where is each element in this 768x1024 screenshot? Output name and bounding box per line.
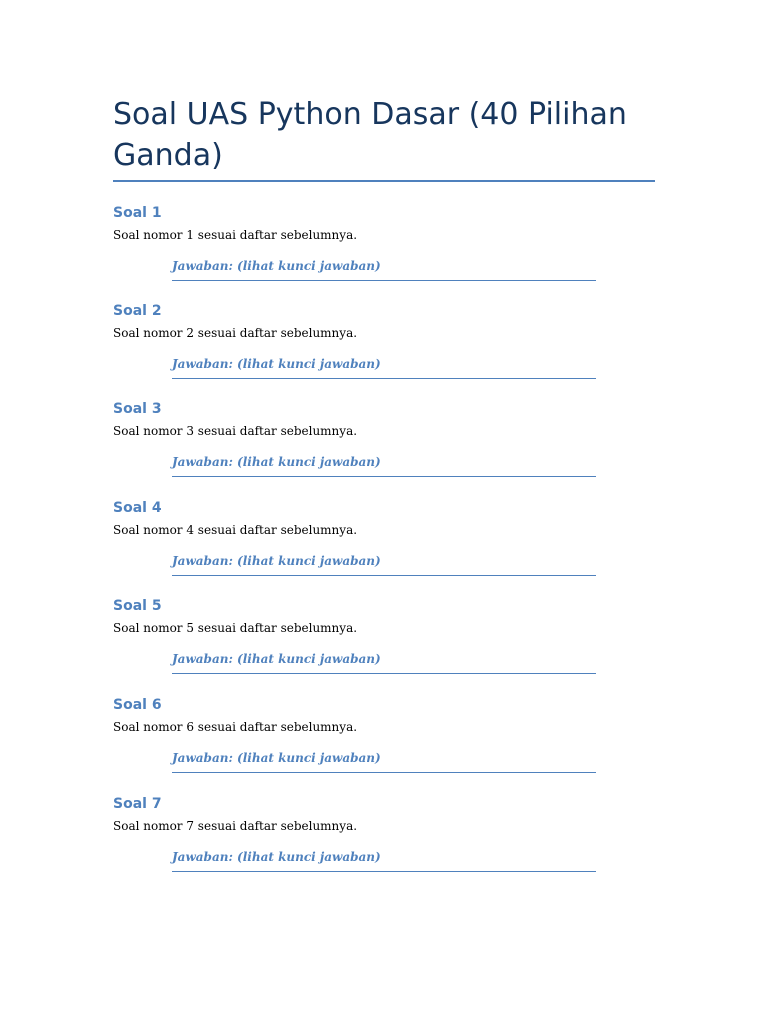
question-heading: Soal 1 xyxy=(113,205,162,221)
answer-text: Jawaban: (lihat kunci jawaban) xyxy=(172,751,381,765)
answer-line xyxy=(172,849,596,872)
title-underline xyxy=(113,180,655,182)
question-text: Soal nomor 1 sesuai daftar sebelumnya. xyxy=(113,228,358,242)
question-heading: Soal 7 xyxy=(113,796,162,812)
question-heading: Soal 4 xyxy=(113,500,162,516)
answer-line xyxy=(172,553,596,576)
question-text: Soal nomor 7 sesuai daftar sebelumnya. xyxy=(113,819,358,833)
question-block xyxy=(113,794,633,884)
question-text: Soal nomor 4 sesuai daftar sebelumnya. xyxy=(113,523,358,537)
question-heading: Soal 6 xyxy=(113,697,162,713)
question-heading: Soal 3 xyxy=(113,401,162,417)
question-text: Soal nomor 3 sesuai daftar sebelumnya. xyxy=(113,424,358,438)
answer-line xyxy=(172,258,596,281)
answer-text: Jawaban: (lihat kunci jawaban) xyxy=(172,259,381,273)
answer-text: Jawaban: (lihat kunci jawaban) xyxy=(172,357,381,371)
answer-line xyxy=(172,454,596,477)
question-block xyxy=(113,498,633,588)
answer-line xyxy=(172,651,596,674)
answer-text: Jawaban: (lihat kunci jawaban) xyxy=(172,455,381,469)
question-text: Soal nomor 6 sesuai daftar sebelumnya. xyxy=(113,720,358,734)
question-block xyxy=(113,695,633,785)
question-block xyxy=(113,596,633,686)
question-block xyxy=(113,399,633,489)
question-heading: Soal 5 xyxy=(113,598,162,614)
answer-text: Jawaban: (lihat kunci jawaban) xyxy=(172,652,381,666)
question-block xyxy=(113,203,633,293)
answer-text: Jawaban: (lihat kunci jawaban) xyxy=(172,850,381,864)
answer-text: Jawaban: (lihat kunci jawaban) xyxy=(172,554,381,568)
answer-line xyxy=(172,750,596,773)
document-title: Soal UAS Python Dasar (40 Pilihan Ganda) xyxy=(113,97,627,173)
answer-line xyxy=(172,356,596,379)
question-text: Soal nomor 5 sesuai daftar sebelumnya. xyxy=(113,621,358,635)
question-heading: Soal 2 xyxy=(113,303,162,319)
question-text: Soal nomor 2 sesuai daftar sebelumnya. xyxy=(113,326,358,340)
question-block xyxy=(113,301,633,391)
